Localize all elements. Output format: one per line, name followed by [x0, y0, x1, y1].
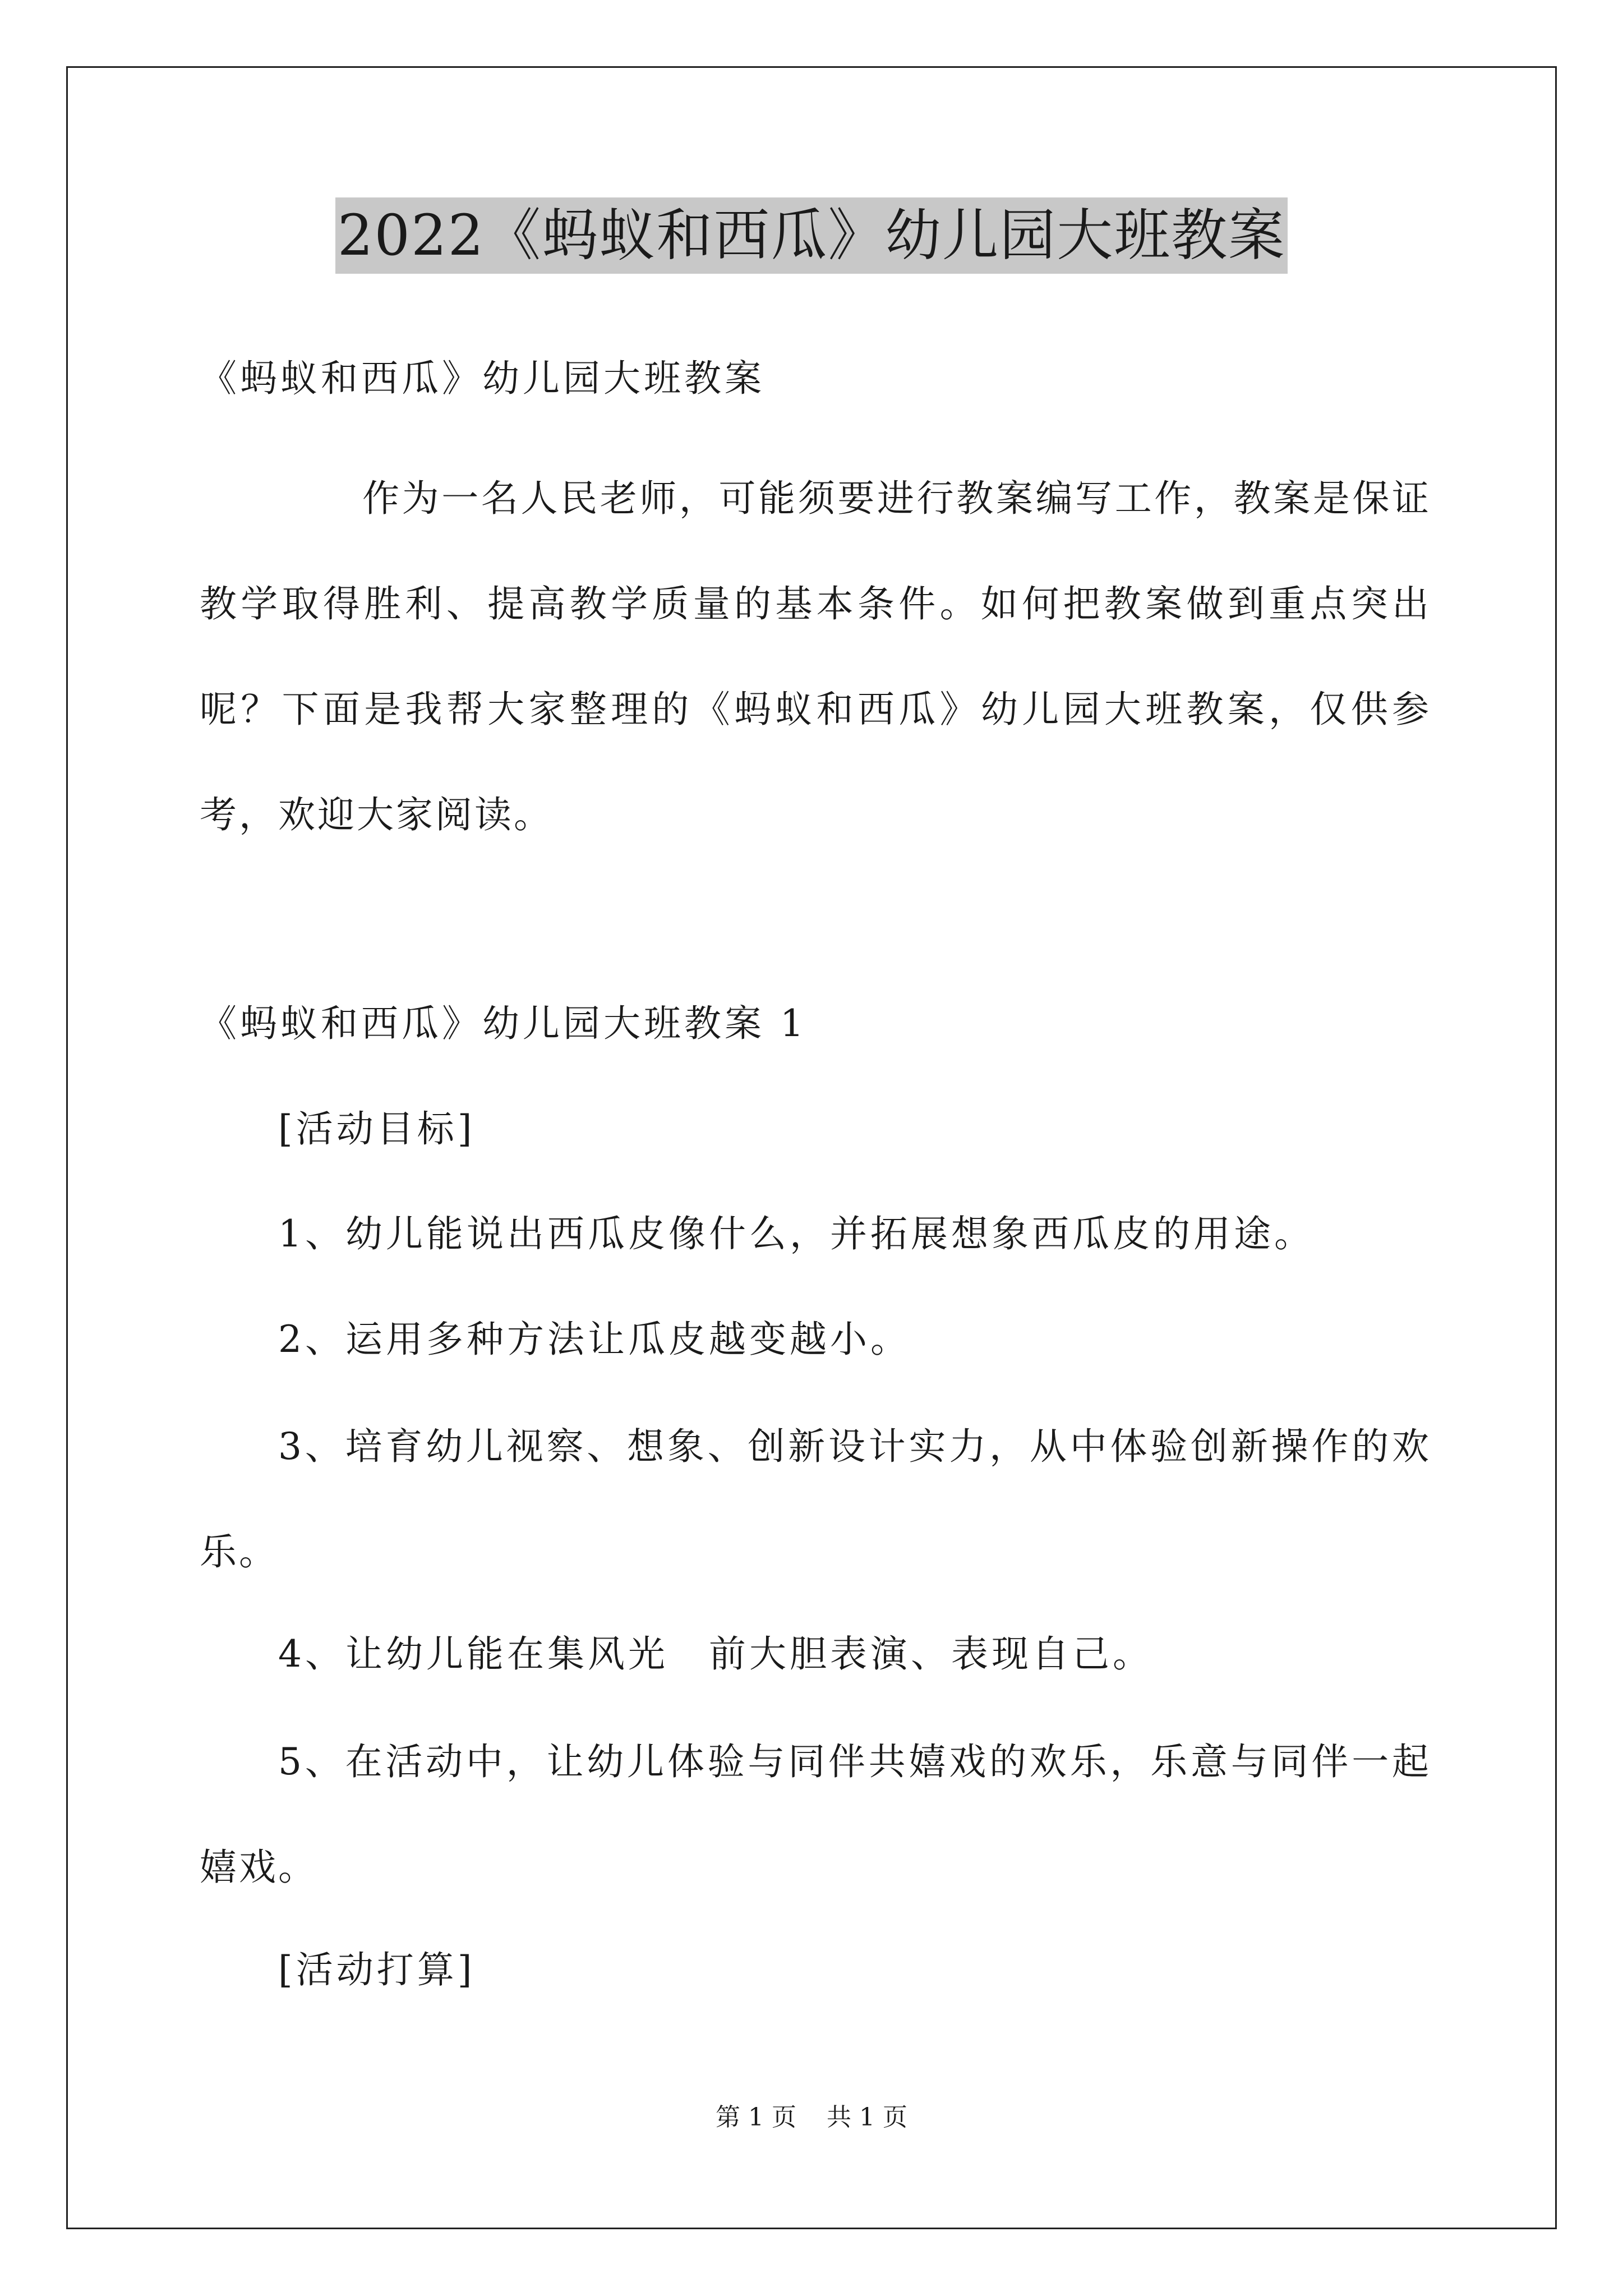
goal-item-4: 4、让幼儿能在集风光 前大胆表演、表现自己。 [278, 1632, 1153, 1676]
title-wrap [0, 197, 1623, 274]
goal-item-3: 3、培育幼儿视察、想象、创新设计实力，从中体验创新操作的欢乐。 [200, 1425, 1431, 1573]
page-footer [0, 2101, 1623, 2134]
goals-label: [活动目标] [278, 1107, 476, 1151]
goal-item-1: 1、幼儿能说出西瓜皮像什么，并拓展想象西瓜皮的用途。 [278, 1212, 1315, 1255]
document-title: 2022《蚂蚁和西瓜》幼儿园大班教案 [335, 197, 1288, 274]
page-total: 共 1 页 [827, 2103, 907, 2132]
intro-paragraph: 作为一名人民老师，可能须要进行教案编写工作，教案是保证教学取得胜利、提高教学质量的基本条件。如何把教案做到重点突出呢？下面是我帮大家整理的《蚂蚁和西瓜》幼儿园大班教案，仅供参考，欢迎大家阅读。 [200, 477, 1431, 836]
document-subtitle: 《蚂蚁和西瓜》幼儿园大班教案 [200, 357, 765, 400]
prep-label: [活动打算] [278, 1948, 476, 1991]
goal-item-5: 5、在活动中，让幼儿体验与同伴共嬉戏的欢乐，乐意与同伴一起嬉戏。 [200, 1740, 1431, 1889]
section-heading: 《蚂蚁和西瓜》幼儿园大班教案 1 [200, 1002, 807, 1045]
goal-item-2: 2、运用多种方法让瓜皮越变越小。 [278, 1318, 911, 1361]
page-current: 第 1 页 [716, 2103, 796, 2132]
